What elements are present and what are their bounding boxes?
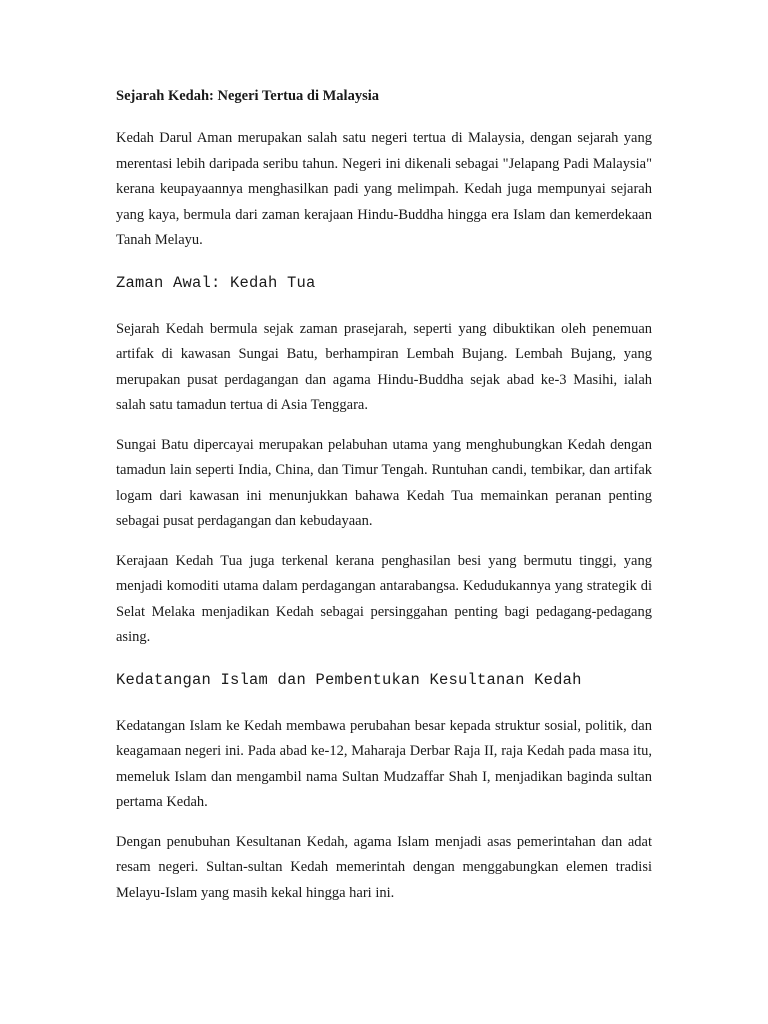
paragraph: Sungai Batu dipercayai merupakan pelabuhan utama yang menghubungkan Kedah dengan tamadun lain seperti India, China, dan Timur Tengah. Runtuhan candi, tembikar, dan artifak logam dari kawasan ini menunjukkan bahawa Kedah Tua memainkan peranan penting sebagai pusat perdagangan dan kebudayaan. (116, 436, 652, 529)
paragraph: Kerajaan Kedah Tua juga terkenal kerana penghasilan besi yang bermutu tinggi, yang menjadi komoditi utama dalam perdagangan antarabangsa. Kedudukannya yang strategik di Selat Melaka menjadikan Kedah sebagai persinggahan penting bagi pedagang-pedagang asing. (116, 552, 652, 645)
section-heading: Zaman Awal: Kedah Tua (116, 273, 316, 292)
document-page (116, 86, 652, 920)
paragraph: Kedatangan Islam ke Kedah membawa perubahan besar kepada struktur sosial, politik, dan keagamaan negeri ini. Pada abad ke-12, Maharaja Derbar Raja II, raja Kedah pada masa itu, memeluk Islam dan mengambil nama Sultan Mudzaffar Shah I, menjadikan baginda sultan pertama Kedah. (116, 717, 652, 810)
document-title: Sejarah Kedah: Negeri Tertua di Malaysia (116, 88, 380, 104)
section-heading: Kedatangan Islam dan Pembentukan Kesultanan Kedah (116, 670, 582, 689)
paragraph: Dengan penubuhan Kesultanan Kedah, agama Islam menjadi asas pemerintahan dan adat resam negeri. Sultan-sultan Kedah memerintah dengan menggabungkan elemen tradisi Melayu-Islam yang masih kekal hingga hari ini. (116, 833, 652, 901)
section-kedatangan-islam (116, 669, 652, 907)
section-zaman-awal (116, 272, 652, 651)
intro-paragraph: Kedah Darul Aman merupakan salah satu negeri tertua di Malaysia, dengan sejarah yang merentasi lebih daripada seribu tahun. Negeri ini dikenali sebagai "Jelapang Padi Malaysia" kerana keupayaannya menghasilkan padi yang melimpah. Kedah juga mempunyai sejarah yang kaya, bermula dari zaman kerajaan Hindu-Buddha hingga era Islam dan kemerdekaan Tanah Melayu. (116, 130, 652, 248)
paragraph: Sejarah Kedah bermula sejak zaman prasejarah, seperti yang dibuktikan oleh penemuan artifak di kawasan Sungai Batu, berhampiran Lembah Bujang. Lembah Bujang, yang merupakan pusat perdagangan dan agama Hindu-Buddha sejak abad ke-3 Masihi, ialah salah satu tamadun tertua di Asia Tenggara. (116, 320, 652, 413)
